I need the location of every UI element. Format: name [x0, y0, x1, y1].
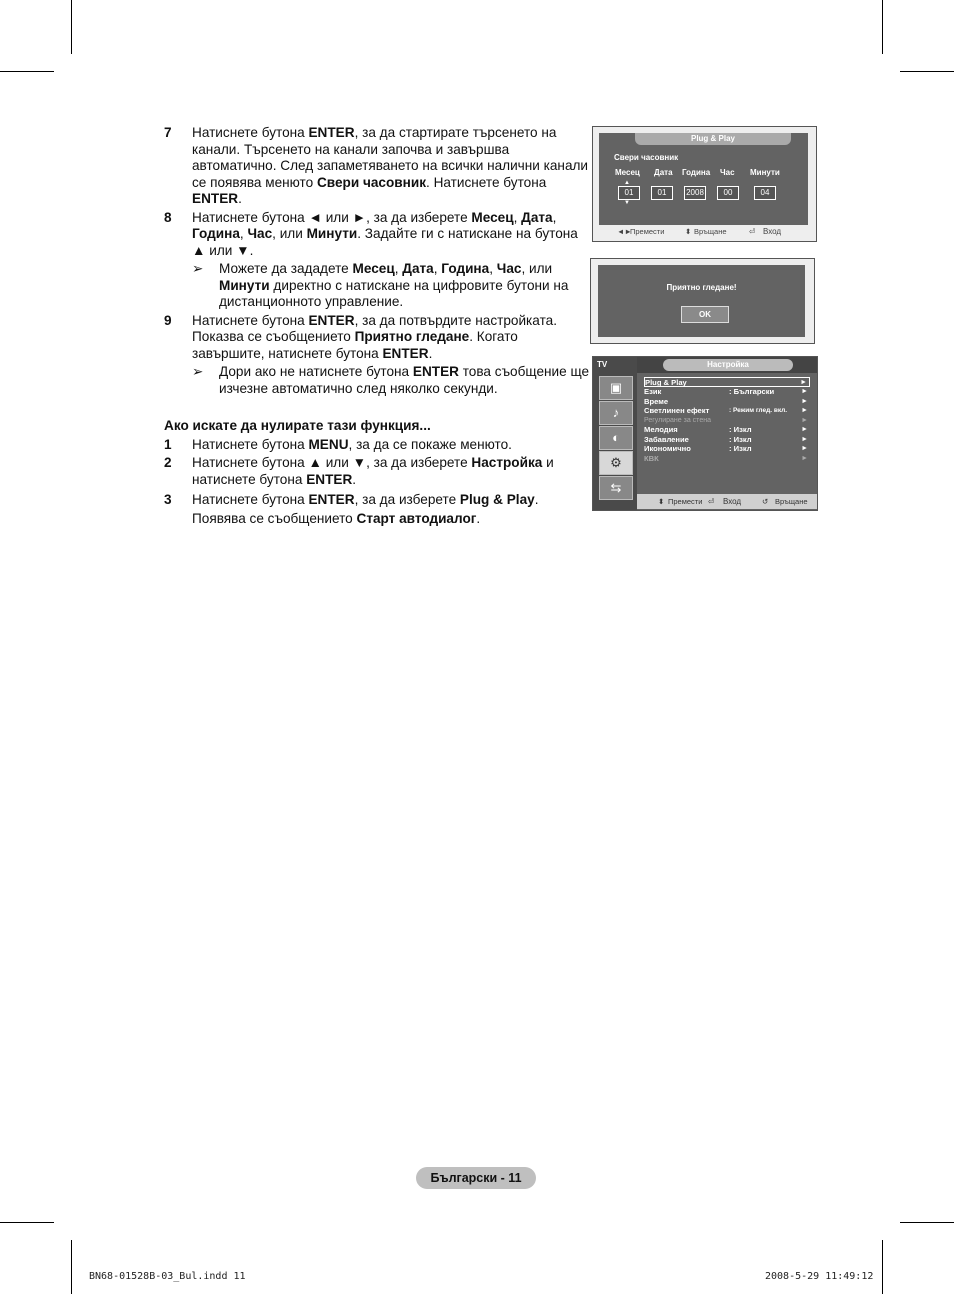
- col-year: Година: [682, 168, 711, 177]
- move-icon: ◄►: [617, 227, 632, 236]
- tv-label: TV: [597, 360, 608, 369]
- instruction-steps: [164, 125, 592, 530]
- plug-play-screen: [592, 126, 817, 242]
- nav-return: Връщане: [694, 227, 727, 236]
- menu-item-wall-mount: Регулиране за стена ►: [644, 416, 808, 424]
- menu-item-pip: КВК ►: [644, 453, 808, 463]
- up-arrow-icon: ▲: [624, 180, 630, 186]
- input-icon[interactable]: ⇆: [599, 476, 633, 500]
- arrow-icon: ➢: [192, 364, 204, 379]
- note-9: ➢ Дори ако не натиснете бутона ENTER това съобщение ще изчезне автоматично след няколко секунди.: [192, 364, 590, 396]
- crop-mark: [71, 0, 72, 54]
- crop-mark: [882, 0, 883, 54]
- enjoy-message-screen: [590, 258, 815, 344]
- foot-return: Връщане: [775, 497, 808, 506]
- menu-item-entertainment[interactable]: Забавление : Изкл ►: [644, 434, 808, 444]
- clock-subtitle: Свери часовник: [614, 153, 679, 162]
- foot-move: Премести: [668, 497, 703, 506]
- col-hour: Час: [720, 168, 735, 177]
- col-month: Месец: [615, 168, 640, 177]
- slug-date: 2008-5-29 11:49:12: [765, 1271, 874, 1282]
- menu-item-light-effect[interactable]: Светлинен ефект : Режим глед. вкл. ►: [644, 406, 808, 415]
- enter-icon: ⏎: [749, 227, 756, 236]
- updown-icon: ⬍: [685, 227, 692, 236]
- reset-heading: Ако искате да нулирате тази функция...: [164, 418, 431, 433]
- step-9: 9 Натиснете бутона ENTER, за да потвърдите настройката. Показва се съобщението Приятно гледане. Когато завършите, натиснете бутона ENTER.: [164, 312, 557, 361]
- menu-sidebar: [593, 357, 637, 510]
- reset-step-1: 1 Натиснете бутона MENU, за да се покаже менюто.: [164, 436, 512, 452]
- col-date: Дата: [654, 168, 673, 177]
- menu-item-plug-play[interactable]: Plug & Play ►: [644, 377, 810, 387]
- menu-item-language[interactable]: Език : Български ►: [644, 387, 808, 396]
- setup-menu-screen: [592, 356, 818, 511]
- menu-title: Настройка: [663, 359, 793, 371]
- message-text: Приятно гледане!: [666, 283, 737, 292]
- page-number-badge: Български - 11: [416, 1167, 536, 1189]
- date-field[interactable]: 01: [651, 186, 673, 200]
- menu-item-melody[interactable]: Мелодия : Изкл ►: [644, 425, 808, 434]
- month-field[interactable]: 01: [618, 186, 640, 200]
- arrow-icon: ➢: [192, 261, 204, 276]
- minutes-field[interactable]: 04: [754, 186, 776, 200]
- slug-file: BN68-01528B-03_Bul.indd 11: [89, 1271, 246, 1282]
- crop-mark: [0, 71, 54, 72]
- ok-button[interactable]: OK: [681, 306, 729, 323]
- nav-enter: Вход: [763, 227, 782, 236]
- crop-mark: [900, 71, 954, 72]
- step-8: 8 Натиснете бутона ◄ или ►, за да изберете Месец, Дата, Година, Час, или Минути. Задайте ги с натискане на бутона ▲ или ▼.: [164, 209, 578, 258]
- down-arrow-icon: ▼: [624, 200, 630, 206]
- updown-icon: ⬍: [658, 497, 665, 506]
- crop-mark: [882, 1240, 883, 1294]
- crop-mark: [71, 1240, 72, 1294]
- year-field[interactable]: 2008: [684, 186, 706, 200]
- sound-icon[interactable]: ♪: [599, 401, 633, 425]
- enter-icon: ⏎: [708, 497, 715, 506]
- return-icon: ↺: [762, 497, 769, 506]
- note-8: ➢ Можете да зададете Месец, Дата, Година, Час, или Минути директно с натискане на цифровите бутони на дистанционното управление.: [192, 261, 569, 309]
- col-minutes: Минути: [750, 168, 780, 177]
- crop-mark: [0, 1222, 54, 1223]
- picture-icon[interactable]: ▣: [599, 376, 633, 400]
- screen-title: Plug & Play: [635, 133, 791, 145]
- hour-field[interactable]: 00: [717, 186, 739, 200]
- crop-mark: [900, 1222, 954, 1223]
- menu-item-time[interactable]: Време ►: [644, 396, 808, 406]
- channel-icon[interactable]: ◐: [599, 426, 633, 450]
- step-7: 7 Натиснете бутона ENTER, за да стартирате търсенето на канали. Търсенето на канали започва и завършва автоматично. След запаметяването на всички налични канали се появява менюто Свери часовник. Натиснете бутона ENTER.: [164, 125, 589, 206]
- foot-enter: Вход: [723, 497, 742, 506]
- menu-item-energy-saving[interactable]: Икономично : Изкл ►: [644, 444, 808, 453]
- setup-gear-icon[interactable]: ⚙: [599, 451, 633, 475]
- nav-move: Премести: [630, 227, 665, 236]
- reset-step-3: 3 Натиснете бутона ENTER, за да изберете Plug & Play. Появява се съобщението Старт автодиалог.: [164, 492, 539, 526]
- reset-step-2: 2 Натиснете бутона ▲ или ▼, за да изберете Настройка и натиснете бутона ENTER.: [164, 455, 554, 487]
